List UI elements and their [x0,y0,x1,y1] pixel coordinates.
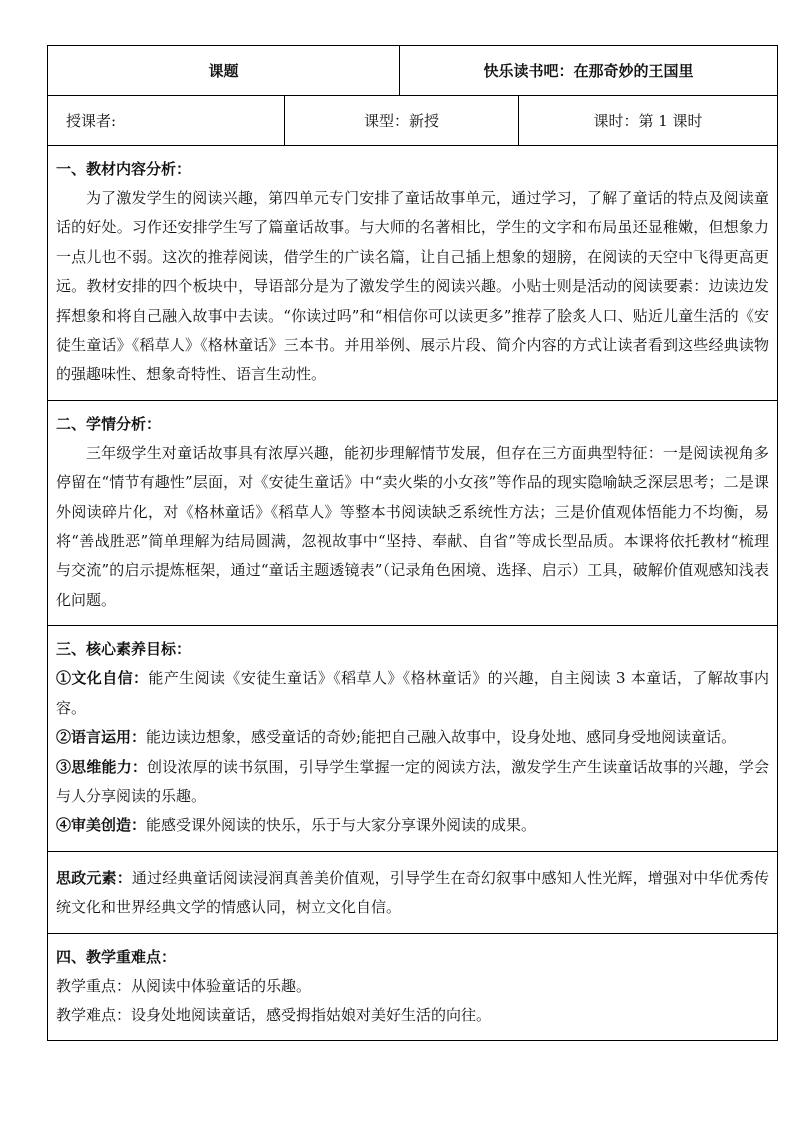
goal-item [56,753,769,812]
section-title: 三、核心素养目标： [56,640,192,659]
ideological-text: 通过经典童话阅读浸润真善美价值观，引导学生在奇幻叙事中感知人性光辉，增强对中华优秀传统文化和世界经典文学的情感认同，树立文化自信。 [56,868,769,917]
difficulty-point: 教学难点：设身处地阅读童话，感受拇指姑娘对美好生活的向往。 [56,1005,492,1024]
section-text: 三年级学生对童话故事具有浓厚兴趣，能初步理解情节发展，但存在三方面典型特征：一是阅读视角多停留在“情节有趣性”层面，对《安徒生童话》中“卖火柴的小女孩”等作品的现实隐喻缺乏深层思考；二是课外阅读碎片化，对《格林童话》《稻草人》等整本书阅读缺乏系统性方法；三是价值观体悟能力不均衡，易将“善战胜恶”简单理解为结局圆满，忽视故事中“坚持、奉献、自省”等成长型品质。本课将依托教材“梳理与交流”的启示提炼框架，通过“童话主题透镜表”（记录角色困境、选择、启示）工具，破解价值观感知浅表化问题。 [56,443,769,609]
goal-label: ④审美创造： [56,816,147,835]
section-title: 二、学情分析： [56,414,162,433]
section-title: 四、教学重难点： [56,947,177,966]
goal-item [56,723,769,752]
ideological-label: 思政元素： [56,868,132,887]
lesson-period: 课时：第 1 课时 [518,96,777,145]
goal-item [56,811,769,840]
teacher-label: 授课者: [66,112,117,130]
title-row [48,46,777,96]
section-title: 一、教材内容分析： [56,160,192,178]
info-row [48,96,777,146]
section-text: 为了激发学生的阅读兴趣，第四单元专门安排了童话故事单元，通过学习，了解了童话的特点及阅读童话的好处。习作还安排学生写了篇童话故事。与大师的名著相比，学生的文字和布局虽还显稚嫩，但想象力一点儿也不弱。这次的推荐阅读，借学生的广读名篇，让自己插上想象的翅膀，在阅读的天空中飞得更高更远。教材安排的四个板块中，导语部分是为了激发学生的阅读兴趣。小贴士则是活动的阅读要素：边读边发挥想象和将自己融入故事中去读。“你读过吗”和“相信你可以读更多”推荐了脍炙人口、贴近儿童生活的《安徒生童话》《稻草人》《格林童话》三本书。并用举例、展示片段、简介内容的方式让读者看到这些经典读物的强趣味性、想象奇特性、语言生动性。 [56,189,769,384]
section-student-analysis [48,401,777,626]
ideological-item [56,864,769,923]
goal-label: ③思维能力： [56,757,148,776]
section-key-points [48,934,777,1041]
goal-label: ②语言运用： [56,728,147,747]
goal-label: ①文化自信： [56,669,149,688]
goal-item [56,664,769,723]
section-core-goals [48,626,777,851]
goal-text: 能产生阅读《安徒生童话》《稻草人》《格林童话》的兴趣，自主阅读 3 本童话，了解故事内容。 [56,669,769,717]
topic-value: 快乐读书吧：在那奇妙的王国里 [399,46,777,95]
section-ideological-elements [48,852,777,934]
goal-text: 创设浓厚的读书氛围，引导学生掌握一定的阅读方法，激发学生产生读童话故事的兴趣，学会与人分享阅读的乐趣。 [56,757,769,805]
goal-text: 能感受课外阅读的快乐，乐于与大家分享课外阅读的成果。 [146,816,537,835]
lesson-plan-table [47,45,778,1041]
goal-text: 能边读边想象，感受童话的奇妙;能把自己融入故事中，设身处地、感同身受地阅读童话。 [146,728,737,747]
section-material-analysis [48,146,777,401]
lesson-type: 课型：新授 [284,96,518,145]
key-point: 教学重点：从阅读中体验童话的乐趣。 [56,976,312,995]
topic-label: 课题 [208,62,239,80]
